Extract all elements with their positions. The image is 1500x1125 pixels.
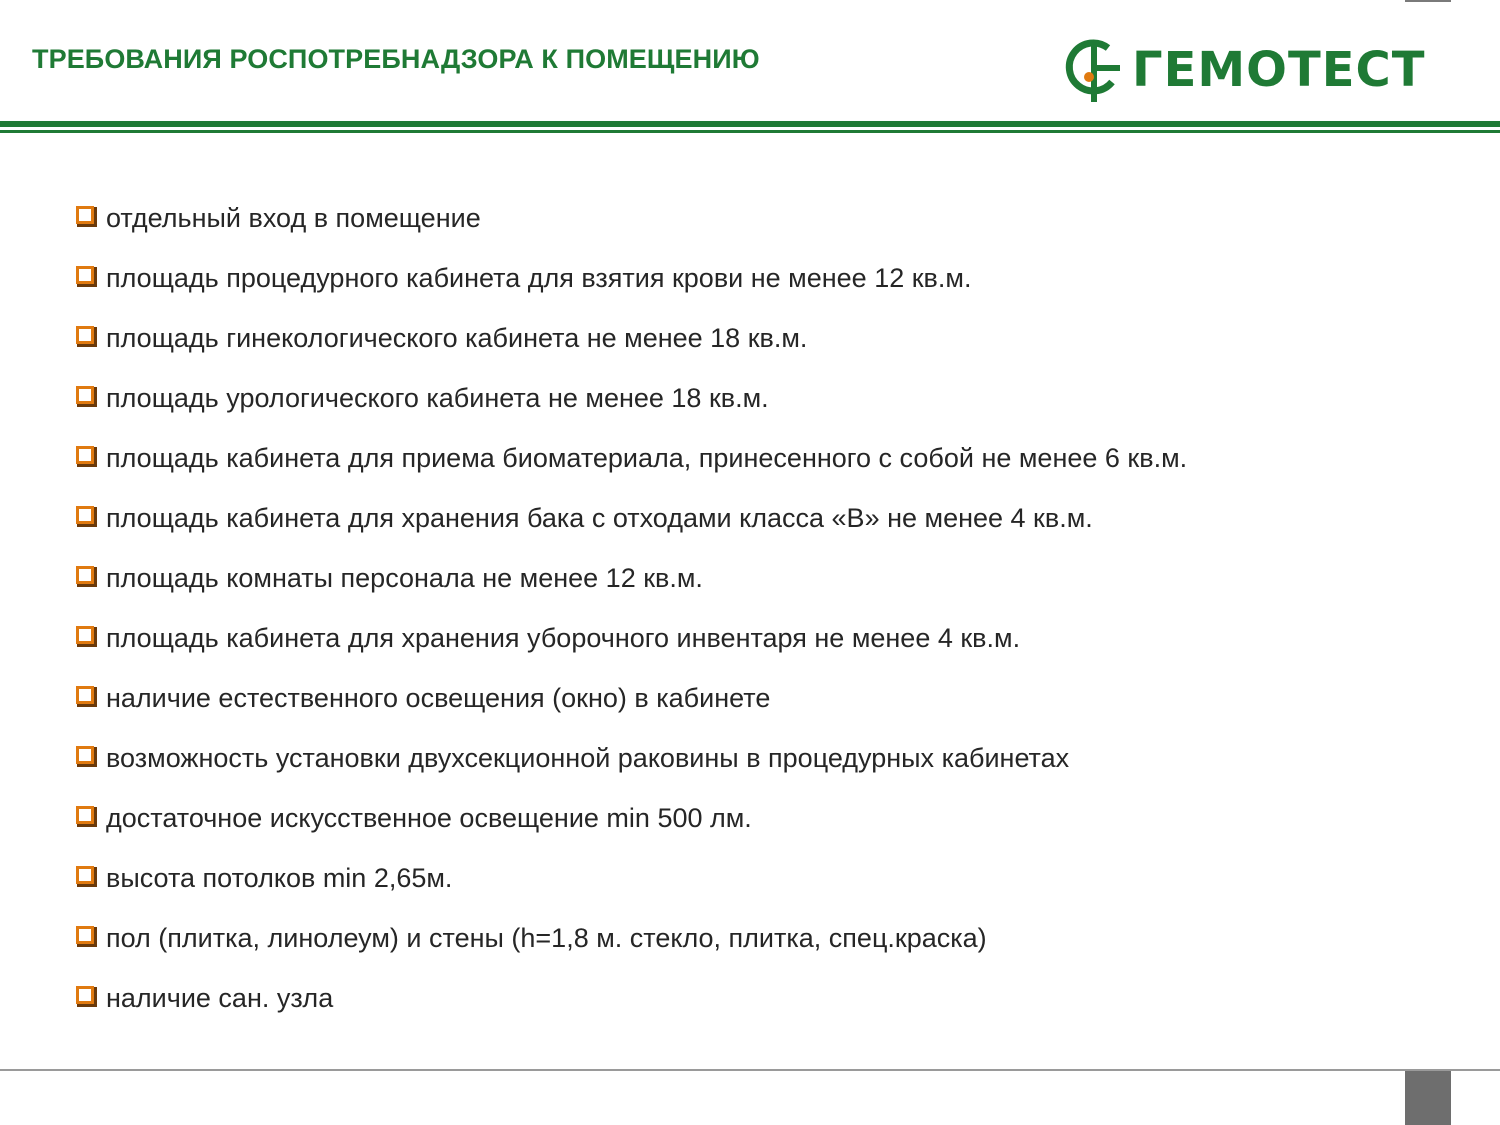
list-item bbox=[76, 488, 1456, 548]
list-item bbox=[76, 308, 1456, 368]
list-item bbox=[76, 368, 1456, 428]
list-item bbox=[76, 968, 1456, 1028]
list-item bbox=[76, 188, 1456, 248]
checkbox-bullet-icon bbox=[76, 326, 94, 344]
logo-wordmark: ГЕМОТЕСТ bbox=[1132, 42, 1426, 98]
requirements-list bbox=[76, 188, 1456, 1028]
requirement-text: возможность установки двухсекционной раковины в процедурных кабинетах bbox=[106, 742, 1070, 773]
footer-divider bbox=[0, 1069, 1500, 1071]
header-divider-thin bbox=[0, 130, 1500, 133]
list-item bbox=[76, 248, 1456, 308]
checkbox-bullet-icon bbox=[76, 626, 94, 644]
list-item bbox=[76, 668, 1456, 728]
checkbox-bullet-icon bbox=[76, 866, 94, 884]
list-item bbox=[76, 848, 1456, 908]
checkbox-bullet-icon bbox=[76, 566, 94, 584]
checkbox-bullet-icon bbox=[76, 266, 94, 284]
requirement-text: площадь процедурного кабинета для взятия крови не менее 12 кв.м. bbox=[106, 262, 972, 293]
gemotest-logo-icon bbox=[1058, 34, 1128, 106]
requirement-text: площадь гинекологического кабинета не менее 18 кв.м. bbox=[106, 322, 808, 353]
checkbox-bullet-icon bbox=[76, 506, 94, 524]
gemotest-logo bbox=[1058, 34, 1450, 106]
requirement-text: наличие естественного освещения (окно) в кабинете bbox=[106, 682, 771, 713]
header-divider-thick bbox=[0, 121, 1500, 127]
list-item bbox=[76, 908, 1456, 968]
checkbox-bullet-icon bbox=[76, 746, 94, 764]
requirement-text: отдельный вход в помещение bbox=[106, 202, 481, 233]
top-corner-mark bbox=[1405, 0, 1451, 2]
requirement-text: площадь кабинета для хранения уборочного инвентаря не менее 4 кв.м. bbox=[106, 622, 1021, 653]
requirement-text: площадь кабинета для хранения бака с отходами класса «В» не менее 4 кв.м. bbox=[106, 502, 1093, 533]
checkbox-bullet-icon bbox=[76, 446, 94, 464]
requirement-text: площадь комнаты персонала не менее 12 кв.м. bbox=[106, 562, 703, 593]
requirement-text: достаточное искусственное освещение min 500 лм. bbox=[106, 802, 752, 833]
checkbox-bullet-icon bbox=[76, 386, 94, 404]
checkbox-bullet-icon bbox=[76, 926, 94, 944]
requirement-text: высота потолков min 2,65м. bbox=[106, 862, 453, 893]
requirement-text: пол (плитка, линолеум) и стены (h=1,8 м. стекло, плитка, спец.краска) bbox=[106, 922, 987, 953]
checkbox-bullet-icon bbox=[76, 206, 94, 224]
list-item bbox=[76, 728, 1456, 788]
checkbox-bullet-icon bbox=[76, 686, 94, 704]
checkbox-bullet-icon bbox=[76, 986, 94, 1004]
footer-page-block bbox=[1405, 1071, 1451, 1125]
requirement-text: площадь урологического кабинета не менее 18 кв.м. bbox=[106, 382, 769, 413]
list-item bbox=[76, 788, 1456, 848]
slide-title: ТРЕБОВАНИЯ РОСПОТРЕБНАДЗОРА К ПОМЕЩЕНИЮ bbox=[32, 44, 760, 74]
list-item bbox=[76, 608, 1456, 668]
list-item bbox=[76, 548, 1456, 608]
checkbox-bullet-icon bbox=[76, 806, 94, 824]
requirement-text: наличие сан. узла bbox=[106, 982, 334, 1013]
list-item bbox=[76, 428, 1456, 488]
requirement-text: площадь кабинета для приема биоматериала, принесенного с собой не менее 6 кв.м. bbox=[106, 442, 1188, 473]
